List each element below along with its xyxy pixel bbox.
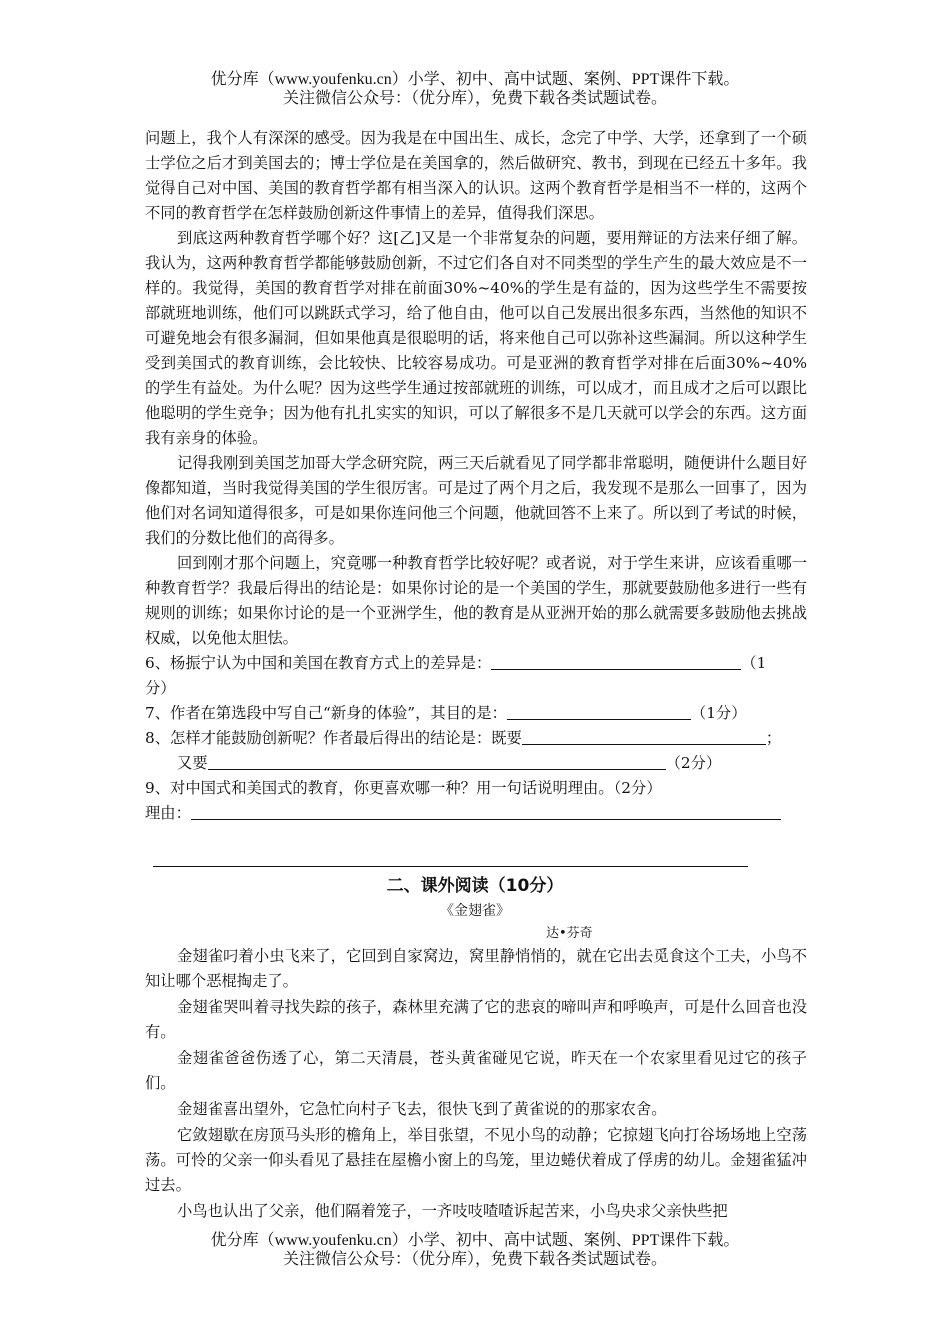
section-2-title: 二、课外阅读（10分） bbox=[386, 876, 564, 896]
reading-passage bbox=[145, 126, 807, 826]
passage-paragraph-4: 回到刚才那个问题上，究竟哪一种教育哲学比较好呢？或者说，对于学生来讲，应该看重哪一种教育哲学？我最后得出的结论是：如果你讨论的是一个美国的学生，那就要鼓励他多进行一些有规则的训练；如果你讨论的是一个亚洲学生，他的教育是从亚洲开始的那么就需要多鼓励他去挑战权威，以免他太胆怯。 bbox=[145, 554, 807, 647]
header-line-2: 关注微信公众号：（优分库），免费下载各类试题试卷。 bbox=[282, 90, 667, 107]
question-8-answer-blank-2[interactable] bbox=[208, 754, 666, 770]
header-line-1: 优分库（www.youfenku.cn）小学、初中、高中试题、案例、PPT课件下载。 bbox=[210, 71, 740, 88]
story-paragraph-6: 小鸟也认出了父亲，他们隔着笼子，一齐吱吱喳喳诉起苦来，小鸟央求父亲快些把 bbox=[177, 1202, 728, 1220]
question-7-text: 7、作者在第选段中写自己“新身的体验”，其目的是： bbox=[145, 704, 507, 722]
question-6-score-cont: 分） bbox=[145, 679, 176, 697]
question-8-end: ； bbox=[765, 729, 782, 747]
story-passage bbox=[145, 944, 807, 1225]
question-6-answer-blank[interactable] bbox=[491, 654, 741, 670]
passage-paragraph-3: 记得我刚到美国芝加哥大学念研究院，两三天后就看见了同学都非常聪明，随便讲什么题目好像都知道，当时我觉得美国的学生很厉害。可是过了两个月之后，我发现不是那么一回事了，因为他们对名词知道得很多，可是如果你连问他三个问题，他就回答不上来了。所以到了考试的时候，我们的分数比他们的高得多。 bbox=[145, 454, 807, 547]
section-divider bbox=[153, 866, 748, 867]
question-9-reason bbox=[145, 801, 807, 826]
question-8-answer-blank-1[interactable] bbox=[522, 729, 766, 745]
question-7-score: （1分） bbox=[690, 704, 747, 722]
story-paragraph-1: 金翅雀叼着小虫飞来了，它回到自家窝边，窝里静悄悄的，就在它出去觅食这个工夫，小鸟不知让哪个恶棍掏走了。 bbox=[145, 947, 807, 990]
question-8 bbox=[145, 726, 807, 751]
passage-paragraph-2: 到底这两种教育哲学哪个好？这[乙]又是一个非常复杂的问题，要用辩证的方法来仔细了解。我认为，这两种教育哲学都能够鼓励创新，不过它们各自对不同类型的学生产生的最大效应是不一样的。我觉得，美国的教育哲学对排在前面30%~40%的学生是有益的，因为这些学生不需要按部就班地训练，他们可以跳跃式学习，给了他自由，他可以自己发展出很多东西，当然他的知识不可避免地会有很多漏洞，但如果他真是很聪明的话，将来他自己可以弥补这些漏洞。所以这种学生受到美国式的教育训练，会比较快、比较容易成功。可是亚洲的教育哲学对排在后面30%~40%的学生有益处。为什么呢？因为这些学生通过按部就班的训练，可以成才，而且成才之后可以跟比他聪明的学生竞争；因为他有扎扎实实的知识，可以了解很多不是几天就可以学会的东西。这方面我有亲身的体验。 bbox=[145, 229, 807, 447]
story-title: 《金翅雀》 bbox=[440, 903, 510, 919]
question-9-reason-label: 理由： bbox=[145, 804, 191, 822]
footer-line-1: 优分库（www.youfenku.cn）小学、初中、高中试题、案例、PPT课件下载。 bbox=[210, 1232, 740, 1249]
page-footer bbox=[0, 1231, 950, 1269]
story-paragraph-5: 它敛翅歇在房顶马头形的檐角上，举目张望，不见小鸟的动静；它掠翅飞向打谷场场地上空荡荡。可怜的父亲一仰头看见了悬挂在屋檐小窗上的鸟笼，里边蜷伏着成了俘虏的幼儿。金翅雀猛冲过去。 bbox=[145, 1126, 807, 1194]
question-8-score: （2分） bbox=[665, 754, 722, 772]
question-6-score: （1 bbox=[741, 654, 767, 672]
question-6-text: 6、杨振宁认为中国和美国在教育方式上的差异是： bbox=[145, 654, 492, 672]
question-8-line-2-label: 又要 bbox=[177, 754, 208, 772]
page-header bbox=[0, 70, 950, 108]
question-8-line-2 bbox=[145, 751, 807, 776]
question-9: 9、对中国式和美国式的教育，你更喜欢哪一种？用一句话说明理由。（2分） bbox=[145, 779, 662, 797]
question-7 bbox=[145, 701, 807, 726]
story-paragraph-3: 金翅雀爸爸伤透了心，第二天清晨，苍头黄雀碰见它说，昨天在一个农家里看见过它的孩子们。 bbox=[145, 1049, 807, 1092]
question-9-answer-blank[interactable] bbox=[191, 804, 781, 820]
story-paragraph-2: 金翅雀哭叫着寻找失踪的孩子，森林里充满了它的悲哀的啼叫声和呼唤声，可是什么回音也没有。 bbox=[145, 998, 807, 1041]
question-6 bbox=[145, 651, 807, 676]
question-8-text: 8、怎样才能鼓励创新呢？作者最后得出的结论是：既要 bbox=[145, 729, 522, 747]
story-author: 达•芬奇 bbox=[546, 926, 593, 941]
passage-paragraph-1: 问题上，我个人有深深的感受。因为我是在中国出生、成长，念完了中学、大学，还拿到了一个硕士学位之后才到美国去的；博士学位是在美国拿的，然后做研究、教书，到现在已经五十多年。我觉得自己对中国、美国的教育哲学都有相当深入的认识。这两个教育哲学是相当不一样的，这两个不同的教育哲学在怎样鼓励创新这件事情上的差异，值得我们深思。 bbox=[145, 129, 807, 222]
question-7-answer-blank[interactable] bbox=[507, 704, 691, 720]
story-paragraph-4: 金翅雀喜出望外，它急忙向村子飞去，很快飞到了黄雀说的的那家农舍。 bbox=[177, 1100, 667, 1118]
footer-line-2: 关注微信公众号：（优分库），免费下载各类试题试卷。 bbox=[282, 1251, 667, 1268]
